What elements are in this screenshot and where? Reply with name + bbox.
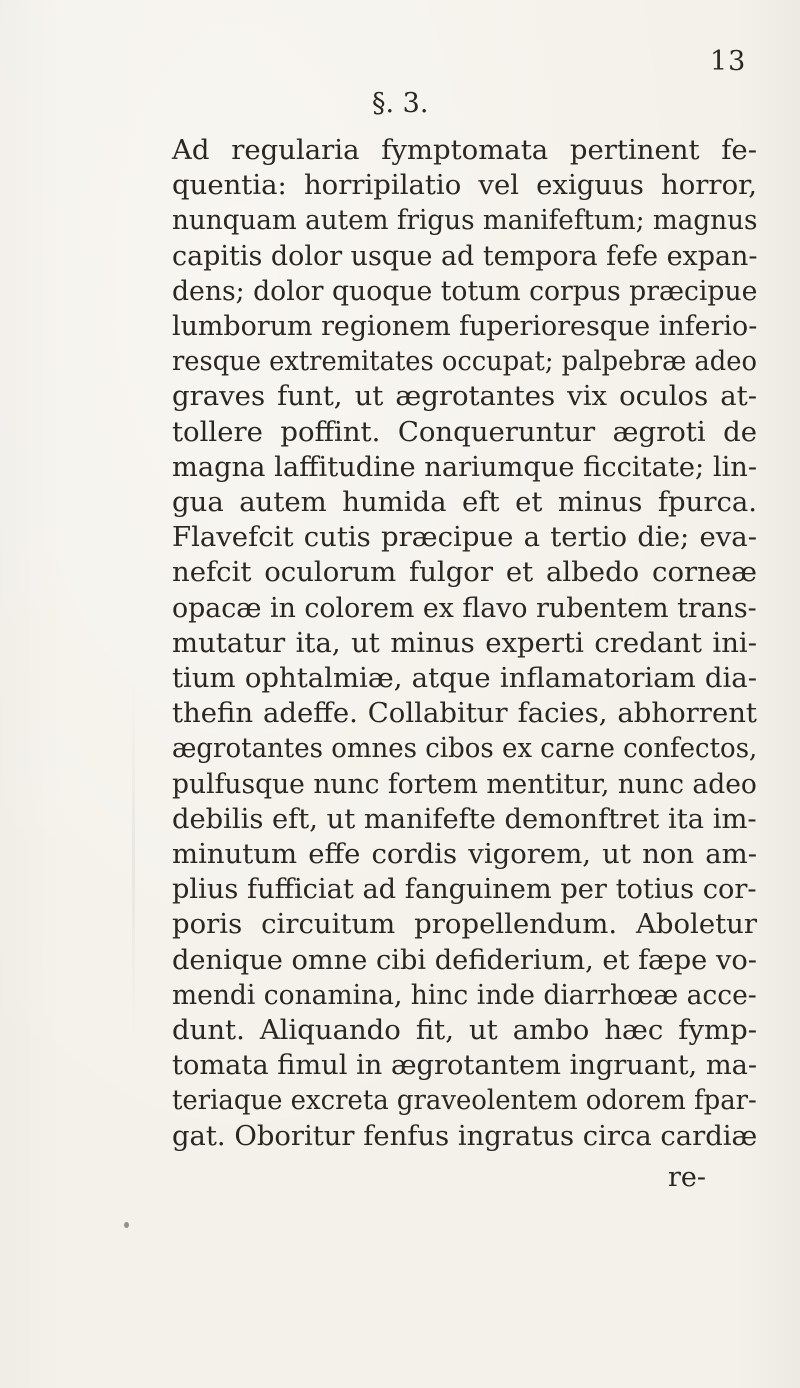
text-line: Flavefcit cutis præcipue a tertio die; eva-: [172, 521, 757, 554]
text-line: nunquam autem frigus manifeftum; magnus: [172, 204, 758, 237]
text-line: capitis dolor usque ad tempora fefe expan-: [172, 239, 758, 272]
text-line: minutum effe cordis vigorem, ut non am-: [172, 838, 757, 871]
text-line: dens; dolor quoque totum corpus præcipue: [172, 274, 758, 307]
text-line: thefin adeffe. Collabitur facies, abhorrent: [172, 697, 757, 730]
text-line: debilis eft, ut manifefte demonftret ita im-: [172, 802, 757, 835]
page-fold-shadow: [132, 680, 135, 1040]
text-line: graves funt, ut ægrotantes vix oculos at-: [172, 380, 757, 413]
text-line: teriaque excreta graveolentem odorem fpar-: [172, 1084, 757, 1117]
text-line: quentia: horripilatio vel exiguus horror,: [172, 169, 757, 202]
text-line: dunt. Aliquando fit, ut ambo hæc fymp-: [172, 1014, 757, 1047]
text-line: denique omne cibi defiderium, et fæpe vo-: [172, 943, 757, 976]
page-number: 13: [710, 46, 747, 77]
text-line: ægrotantes omnes cibos ex carne confectos,: [172, 732, 758, 765]
text-line: tium ophtalmiæ, atque inflamatoriam dia-: [172, 662, 757, 695]
catchword: re-: [668, 1162, 707, 1193]
text-line: opacæ in colorem ex flavo rubentem trans-: [172, 591, 757, 624]
text-line: tollere poffint. Conqueruntur ægroti de: [172, 415, 757, 448]
text-line: magna laffitudine nariumque ficcitate; lin-: [172, 450, 758, 483]
text-line: Ad regularia fymptomata pertinent fe-: [172, 134, 757, 166]
ink-speck: [124, 1222, 129, 1228]
text-line: mendi conamina, hinc inde diarrhœæ acce-: [172, 978, 757, 1011]
text-line: lumborum regionem fuperioresque inferio-: [172, 310, 758, 343]
text-line: tomata fimul in ægrotantem ingruant, ma-: [172, 1049, 758, 1082]
text-line: resque extremitates occupat; palpebræ adeo: [172, 345, 757, 378]
text-line: pulfusque nunc fortem mentitur, nunc adeo: [172, 767, 757, 800]
section-heading: §. 3.: [372, 88, 429, 119]
body-text: [172, 133, 757, 1154]
text-line: poris circuitum propellendum. Aboletur: [172, 908, 757, 941]
text-line: gat. Oboritur fenfus ingratus circa cardiæ: [172, 1119, 758, 1152]
text-line: mutatur ita, ut minus experti credant ini-: [172, 626, 757, 659]
text-line: plius fufficiat ad fanguinem per totius cor-: [172, 873, 757, 906]
text-line: gua autem humida eft et minus fpurca.: [172, 486, 757, 519]
text-line: nefcit oculorum fulgor et albedo corneæ: [172, 556, 757, 589]
